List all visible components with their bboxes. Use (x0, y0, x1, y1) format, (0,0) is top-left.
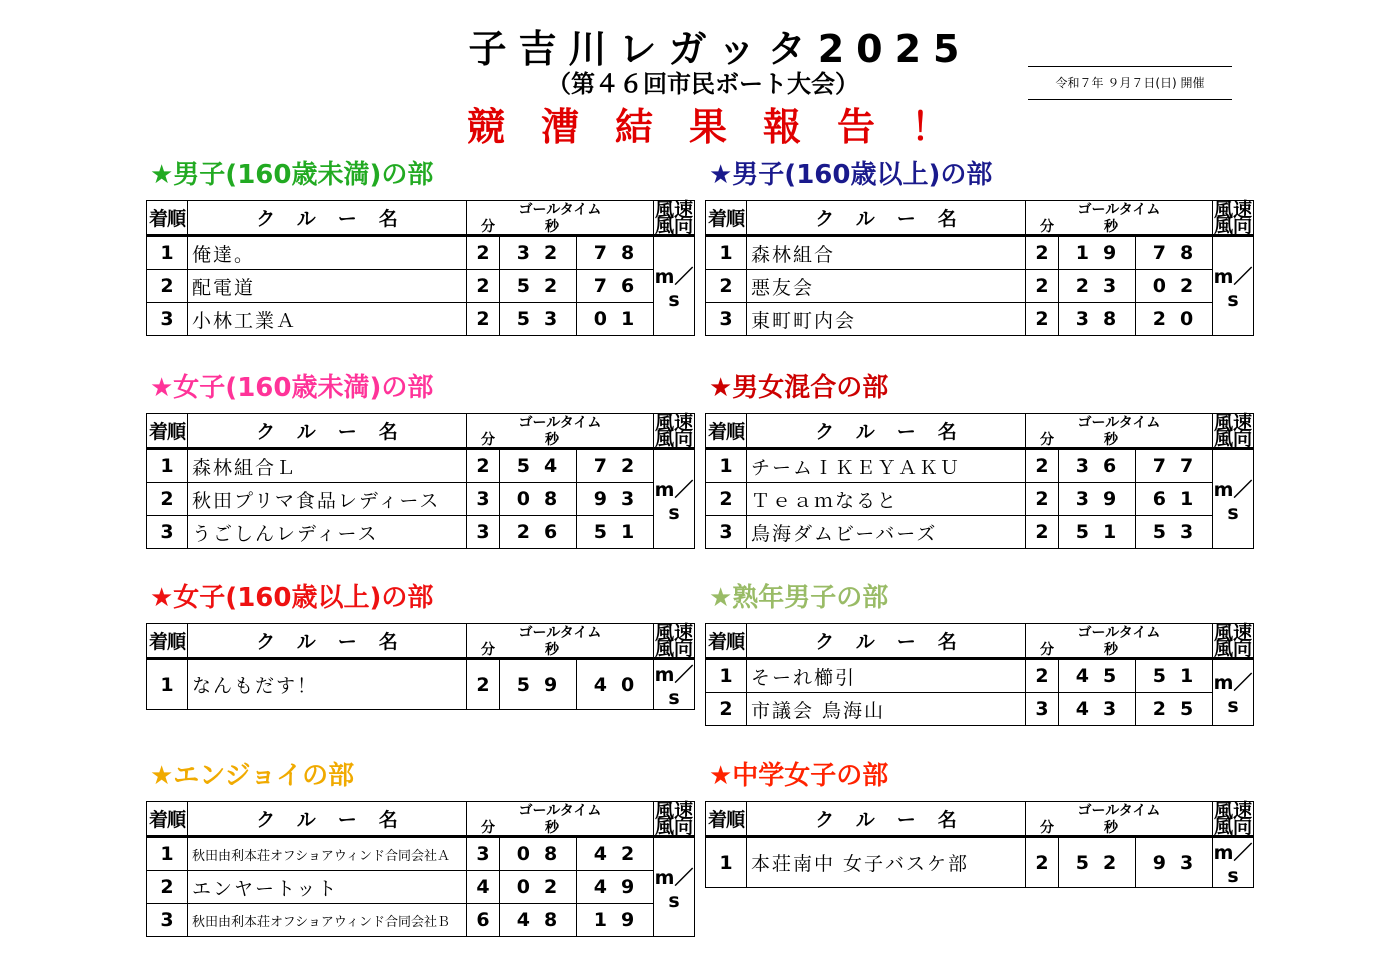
header-sec: 秒 (545, 432, 559, 448)
rank-cell: 1 (706, 236, 747, 270)
header-min: 分 (481, 432, 495, 448)
table-row (706, 837, 1254, 888)
header-wind-speed: 風速 (654, 621, 693, 644)
section-title: ★女子(160歳未満)の部 (150, 373, 434, 403)
header-rank: 着順 (706, 802, 747, 837)
header-rank: 着順 (706, 624, 747, 659)
rank-cell: 2 (147, 871, 188, 904)
result-section (146, 757, 695, 937)
seconds-cell: 52 (1059, 837, 1136, 888)
hundredths-cell: 78 (1136, 236, 1213, 270)
rank-cell: 2 (706, 693, 747, 726)
header-crew-name: クルー名 (188, 414, 467, 449)
header-crew-name: クルー名 (188, 624, 467, 659)
header-sec: 秒 (545, 820, 559, 836)
crew-name-cell: 鳥海ダムビーバーズ (747, 516, 1026, 549)
hundredths-cell: 93 (1136, 837, 1213, 888)
table-row (147, 871, 695, 904)
minutes-cell: 2 (1026, 236, 1059, 270)
header-min: 分 (1040, 820, 1054, 836)
hundredths-cell: 72 (577, 449, 654, 483)
wind-cell: m／s (654, 449, 695, 549)
seconds-cell: 48 (500, 904, 577, 937)
crew-name-cell: 森林組合Ｌ (188, 449, 467, 483)
minutes-cell: 2 (1026, 659, 1059, 693)
minutes-cell: 3 (1026, 693, 1059, 726)
results-table (705, 801, 1254, 888)
seconds-cell: 52 (500, 270, 577, 303)
header-wind-direction: 風向 (1213, 427, 1252, 450)
seconds-cell: 23 (1059, 270, 1136, 303)
crew-name-cell: 小林工業Ａ (188, 303, 467, 336)
header-wind-direction: 風向 (654, 637, 693, 660)
header-min: 分 (481, 219, 495, 235)
header-sec: 秒 (1104, 642, 1118, 658)
rank-cell: 3 (147, 516, 188, 549)
header-sec: 秒 (1104, 219, 1118, 235)
header-wind-speed: 風速 (1213, 411, 1252, 434)
minutes-cell: 3 (467, 837, 500, 871)
minutes-cell: 2 (1026, 270, 1059, 303)
header-sec: 秒 (545, 642, 559, 658)
crew-name-cell: 配電道 (188, 270, 467, 303)
hundredths-cell: 76 (577, 270, 654, 303)
seconds-cell: 02 (500, 871, 577, 904)
minutes-cell: 6 (467, 904, 500, 937)
hundredths-cell: 42 (577, 837, 654, 871)
crew-name-cell: そーれ櫛引 (747, 659, 1026, 693)
seconds-cell: 08 (500, 837, 577, 871)
minutes-cell: 2 (467, 449, 500, 483)
rank-cell: 1 (147, 236, 188, 270)
results-table (146, 801, 695, 937)
minutes-cell: 3 (467, 483, 500, 516)
header-goal-time (467, 201, 654, 236)
header-wind (1213, 198, 1254, 237)
event-date: 令和７年 ９月７日(日) 開催 (1028, 66, 1232, 100)
header-rank: 着順 (147, 624, 188, 659)
seconds-cell: 45 (1059, 659, 1136, 693)
wind-cell: m／s (1213, 837, 1254, 888)
table-row (147, 483, 695, 516)
seconds-cell: 36 (1059, 449, 1136, 483)
result-section (705, 156, 1254, 336)
header-goal-time (1026, 802, 1213, 837)
rank-cell: 1 (706, 659, 747, 693)
header-wind-direction: 風向 (1213, 637, 1252, 660)
minutes-cell: 2 (1026, 303, 1059, 336)
rank-cell: 3 (706, 516, 747, 549)
header-sec: 秒 (1104, 432, 1118, 448)
rank-cell: 2 (147, 483, 188, 516)
table-row (706, 449, 1254, 483)
seconds-cell: 19 (1059, 236, 1136, 270)
header-wind-speed: 風速 (654, 799, 693, 822)
wind-cell: m／s (1213, 236, 1254, 336)
hundredths-cell: 61 (1136, 483, 1213, 516)
crew-name-cell: 森林組合 (747, 236, 1026, 270)
minutes-cell: 2 (467, 659, 500, 710)
seconds-cell: 43 (1059, 693, 1136, 726)
table-row (706, 303, 1254, 336)
seconds-cell: 54 (500, 449, 577, 483)
hundredths-cell: 19 (577, 904, 654, 937)
wind-cell: m／s (1213, 449, 1254, 549)
table-header-row (706, 414, 1254, 449)
crew-name-cell: 秋田由利本荘オフショアウィンド合同会社Ａ (188, 837, 467, 871)
minutes-cell: 2 (1026, 449, 1059, 483)
seconds-cell: 32 (500, 236, 577, 270)
crew-name-cell: うごしんレディース (188, 516, 467, 549)
rank-cell: 2 (706, 270, 747, 303)
crew-name-cell: Ｔｅａｍなると (747, 483, 1026, 516)
hundredths-cell: 53 (1136, 516, 1213, 549)
header-goal-time (467, 802, 654, 837)
seconds-cell: 39 (1059, 483, 1136, 516)
header-wind (654, 411, 695, 450)
header-crew-name: クルー名 (188, 802, 467, 837)
header-goal-time-label: ゴールタイム (1077, 803, 1161, 819)
seconds-cell: 26 (500, 516, 577, 549)
header-min: 分 (1040, 219, 1054, 235)
header-goal-time-label: ゴールタイム (1077, 625, 1161, 641)
minutes-cell: 2 (1026, 516, 1059, 549)
header-goal-time-label: ゴールタイム (518, 202, 602, 218)
header-goal-time (467, 414, 654, 449)
hundredths-cell: 78 (577, 236, 654, 270)
rank-cell: 1 (706, 449, 747, 483)
table-header-row (706, 802, 1254, 837)
hundredths-cell: 40 (577, 659, 654, 710)
rank-cell: 1 (706, 837, 747, 888)
header-wind-speed: 風速 (1213, 799, 1252, 822)
crew-name-cell: 悪友会 (747, 270, 1026, 303)
result-section (705, 757, 1254, 888)
hundredths-cell: 25 (1136, 693, 1213, 726)
hundredths-cell: 51 (1136, 659, 1213, 693)
header-wind (654, 198, 695, 237)
minutes-cell: 2 (467, 270, 500, 303)
event-title: 子吉川レガッタ2025 (468, 27, 972, 71)
section-title: ★男子(160歳未満)の部 (150, 160, 434, 190)
table-row (147, 303, 695, 336)
header-wind (1213, 621, 1254, 660)
table-row (706, 483, 1254, 516)
header-min: 分 (1040, 642, 1054, 658)
table-row (147, 837, 695, 871)
table-row (147, 516, 695, 549)
header-min: 分 (481, 642, 495, 658)
header-crew-name: クルー名 (188, 201, 467, 236)
header-wind-direction: 風向 (1213, 815, 1252, 838)
rank-cell: 2 (706, 483, 747, 516)
rank-cell: 3 (147, 303, 188, 336)
results-table (146, 413, 695, 549)
minutes-cell: 2 (467, 303, 500, 336)
header-rank: 着順 (147, 201, 188, 236)
wind-cell: m／s (654, 236, 695, 336)
results-table (705, 623, 1254, 726)
table-row (147, 270, 695, 303)
header-rank: 着順 (706, 201, 747, 236)
header-goal-time (1026, 201, 1213, 236)
header-goal-time-label: ゴールタイム (1077, 415, 1161, 431)
crew-name-cell: なんもだす！ (188, 659, 467, 710)
header-goal-time-label: ゴールタイム (518, 415, 602, 431)
rank-cell: 3 (147, 904, 188, 937)
table-row (706, 236, 1254, 270)
wind-cell: m／s (654, 837, 695, 937)
table-row (147, 449, 695, 483)
seconds-cell: 59 (500, 659, 577, 710)
table-row (706, 659, 1254, 693)
header-min: 分 (481, 820, 495, 836)
minutes-cell: 2 (1026, 837, 1059, 888)
table-row (147, 659, 695, 710)
header-wind-direction: 風向 (654, 427, 693, 450)
header-wind-direction: 風向 (654, 214, 693, 237)
header-goal-time-label: ゴールタイム (1077, 202, 1161, 218)
table-header-row (147, 802, 695, 837)
header-goal-time (1026, 414, 1213, 449)
header-wind (654, 799, 695, 838)
wind-cell: m／s (1213, 659, 1254, 726)
header-crew-name: クルー名 (747, 802, 1026, 837)
header-wind-speed: 風速 (1213, 621, 1252, 644)
seconds-cell: 53 (500, 303, 577, 336)
result-section (146, 156, 695, 336)
results-table (705, 200, 1254, 336)
hundredths-cell: 20 (1136, 303, 1213, 336)
crew-name-cell: エンヤートット (188, 871, 467, 904)
seconds-cell: 38 (1059, 303, 1136, 336)
rank-cell: 1 (147, 837, 188, 871)
rank-cell: 1 (147, 449, 188, 483)
section-title: ★女子(160歳以上)の部 (150, 583, 434, 613)
crew-name-cell: 市議会 鳥海山 (747, 693, 1026, 726)
crew-name-cell: 本荘南中 女子バスケ部 (747, 837, 1026, 888)
header-crew-name: クルー名 (747, 201, 1026, 236)
hundredths-cell: 01 (577, 303, 654, 336)
section-title: ★中学女子の部 (709, 761, 889, 791)
header-wind-direction: 風向 (1213, 214, 1252, 237)
header-wind-speed: 風速 (654, 411, 693, 434)
header-rank: 着順 (706, 414, 747, 449)
crew-name-cell: 秋田プリマ食品レディース (188, 483, 467, 516)
table-header-row (147, 414, 695, 449)
section-title: ★エンジョイの部 (150, 761, 355, 791)
table-row (706, 516, 1254, 549)
table-header-row (706, 624, 1254, 659)
rank-cell: 3 (706, 303, 747, 336)
minutes-cell: 2 (1026, 483, 1059, 516)
table-header-row (147, 624, 695, 659)
header-wind (1213, 799, 1254, 838)
rank-cell: 1 (147, 659, 188, 710)
results-table (146, 200, 695, 336)
result-section (705, 579, 1254, 726)
header-crew-name: クルー名 (747, 414, 1026, 449)
section-title: ★男女混合の部 (709, 373, 889, 403)
header-crew-name: クルー名 (747, 624, 1026, 659)
table-row (706, 270, 1254, 303)
crew-name-cell: 東町町内会 (747, 303, 1026, 336)
header-wind (654, 621, 695, 660)
header-wind-direction: 風向 (654, 815, 693, 838)
seconds-cell: 51 (1059, 516, 1136, 549)
crew-name-cell: 秋田由利本荘オフショアウィンド合同会社Ｂ (188, 904, 467, 937)
table-row (147, 236, 695, 270)
table-row (706, 693, 1254, 726)
crew-name-cell: チームＩＫＥＹＡＫＵ (747, 449, 1026, 483)
header-sec: 秒 (545, 219, 559, 235)
hundredths-cell: 49 (577, 871, 654, 904)
header-wind (1213, 411, 1254, 450)
table-row (147, 904, 695, 937)
header-rank: 着順 (147, 802, 188, 837)
rank-cell: 2 (147, 270, 188, 303)
section-title: ★熟年男子の部 (709, 583, 889, 613)
minutes-cell: 3 (467, 516, 500, 549)
event-subtitle: （第４６回市民ボート大会） (547, 70, 859, 98)
header-wind-speed: 風速 (1213, 198, 1252, 221)
section-title: ★男子(160歳以上)の部 (709, 160, 993, 190)
wind-cell: m／s (654, 659, 695, 710)
hundredths-cell: 02 (1136, 270, 1213, 303)
header-goal-time-label: ゴールタイム (518, 625, 602, 641)
header-min: 分 (1040, 432, 1054, 448)
hundredths-cell: 51 (577, 516, 654, 549)
hundredths-cell: 77 (1136, 449, 1213, 483)
crew-name-cell: 俺達。 (188, 236, 467, 270)
header-wind-speed: 風速 (654, 198, 693, 221)
table-header-row (147, 201, 695, 236)
header-goal-time (1026, 624, 1213, 659)
hundredths-cell: 93 (577, 483, 654, 516)
header-sec: 秒 (1104, 820, 1118, 836)
results-table (146, 623, 695, 710)
header-goal-time (467, 624, 654, 659)
result-section (146, 579, 695, 710)
report-heading: 競漕結果報告！ (466, 105, 985, 149)
header-rank: 着順 (147, 414, 188, 449)
seconds-cell: 08 (500, 483, 577, 516)
table-header-row (706, 201, 1254, 236)
header-goal-time-label: ゴールタイム (518, 803, 602, 819)
minutes-cell: 4 (467, 871, 500, 904)
result-section (705, 369, 1254, 549)
result-section (146, 369, 695, 549)
results-table (705, 413, 1254, 549)
minutes-cell: 2 (467, 236, 500, 270)
